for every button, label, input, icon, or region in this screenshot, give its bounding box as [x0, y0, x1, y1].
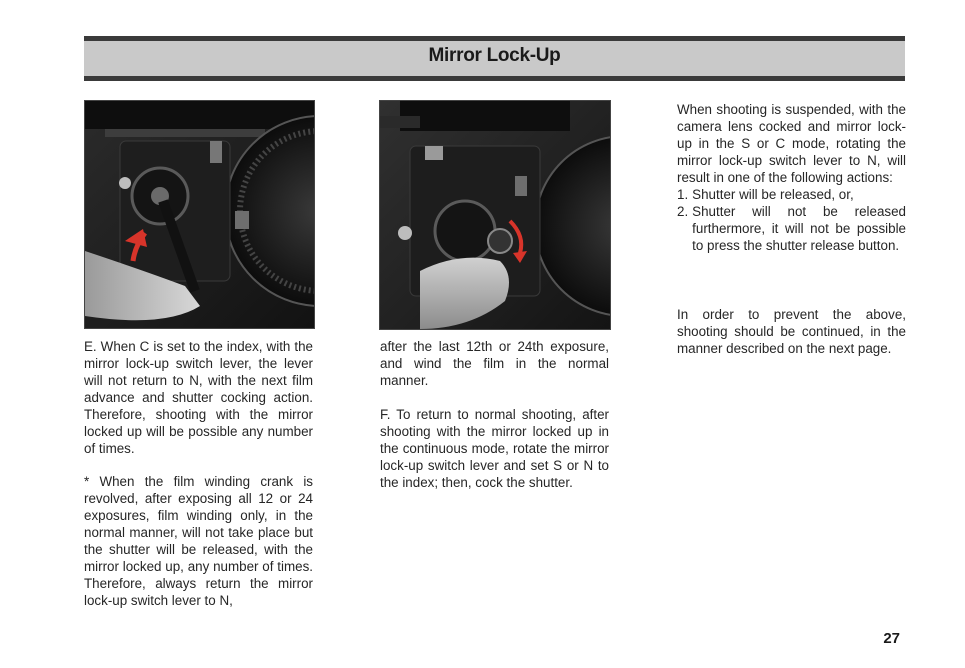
- paragraph-f: [380, 406, 609, 491]
- paragraph-closing-text: In order to prevent the above, shooting should be continued, in the manner described on the next page.: [677, 307, 906, 356]
- paragraph-e-text: E. When C is set to the index, with the mirror lock-up switch lever, the lever will not return to N, with the next film advance and shutter cocking action. Therefore, shooting with the mirror locked up will be possible any number of times.: [84, 339, 313, 456]
- list-item-text: Shutter will not be released furthermore, it will not be possible to press the shutter release button.: [692, 204, 906, 253]
- header-rule-bottom: [84, 76, 905, 81]
- paragraph-intro: [677, 101, 906, 254]
- list-item: [677, 203, 906, 254]
- page-number: 27: [883, 630, 900, 647]
- list-item-number: 1.: [677, 187, 689, 202]
- paragraph-note: [84, 473, 313, 609]
- photo-switch-lever: [84, 100, 315, 329]
- header-rule-top: [84, 36, 905, 41]
- paragraph-continued-text: after the last 12th or 24th exposure, and wind the film in the normal manner.: [380, 339, 609, 388]
- camera-illustration-right: [380, 101, 610, 329]
- paragraph-continued: [380, 338, 609, 389]
- camera-illustration-left: [85, 101, 314, 328]
- page-title: Mirror Lock-Up: [428, 45, 561, 66]
- photo-switch-rotate: [379, 100, 611, 330]
- paragraph-closing: [677, 306, 906, 357]
- paragraph-intro-text: When shooting is suspended, with the camera lens cocked and mirror lock-up in the S or C mode, rotating the mirror lock-up switch lever to N, will result in one of the following actions:: [677, 102, 906, 185]
- paragraph-e: [84, 338, 313, 457]
- list-item-text: Shutter will be released, or,: [692, 187, 854, 202]
- list-item-number: 2.: [677, 204, 689, 219]
- list-item: [677, 186, 906, 203]
- paragraph-f-text: F. To return to normal shooting, after shooting with the mirror locked up in the continuous mode, rotate the mirror lock-up switch lever and set S or N to the index; then, cock the shutter.: [380, 407, 609, 490]
- paragraph-note-text: * When the film winding crank is revolved, after exposing all 12 or 24 exposures, film winding only, in the normal manner, will not take place but the shutter will be released, with the mirror locked up, any number of times. Therefore, always return the mirror lock-up switch lever to N,: [84, 474, 313, 608]
